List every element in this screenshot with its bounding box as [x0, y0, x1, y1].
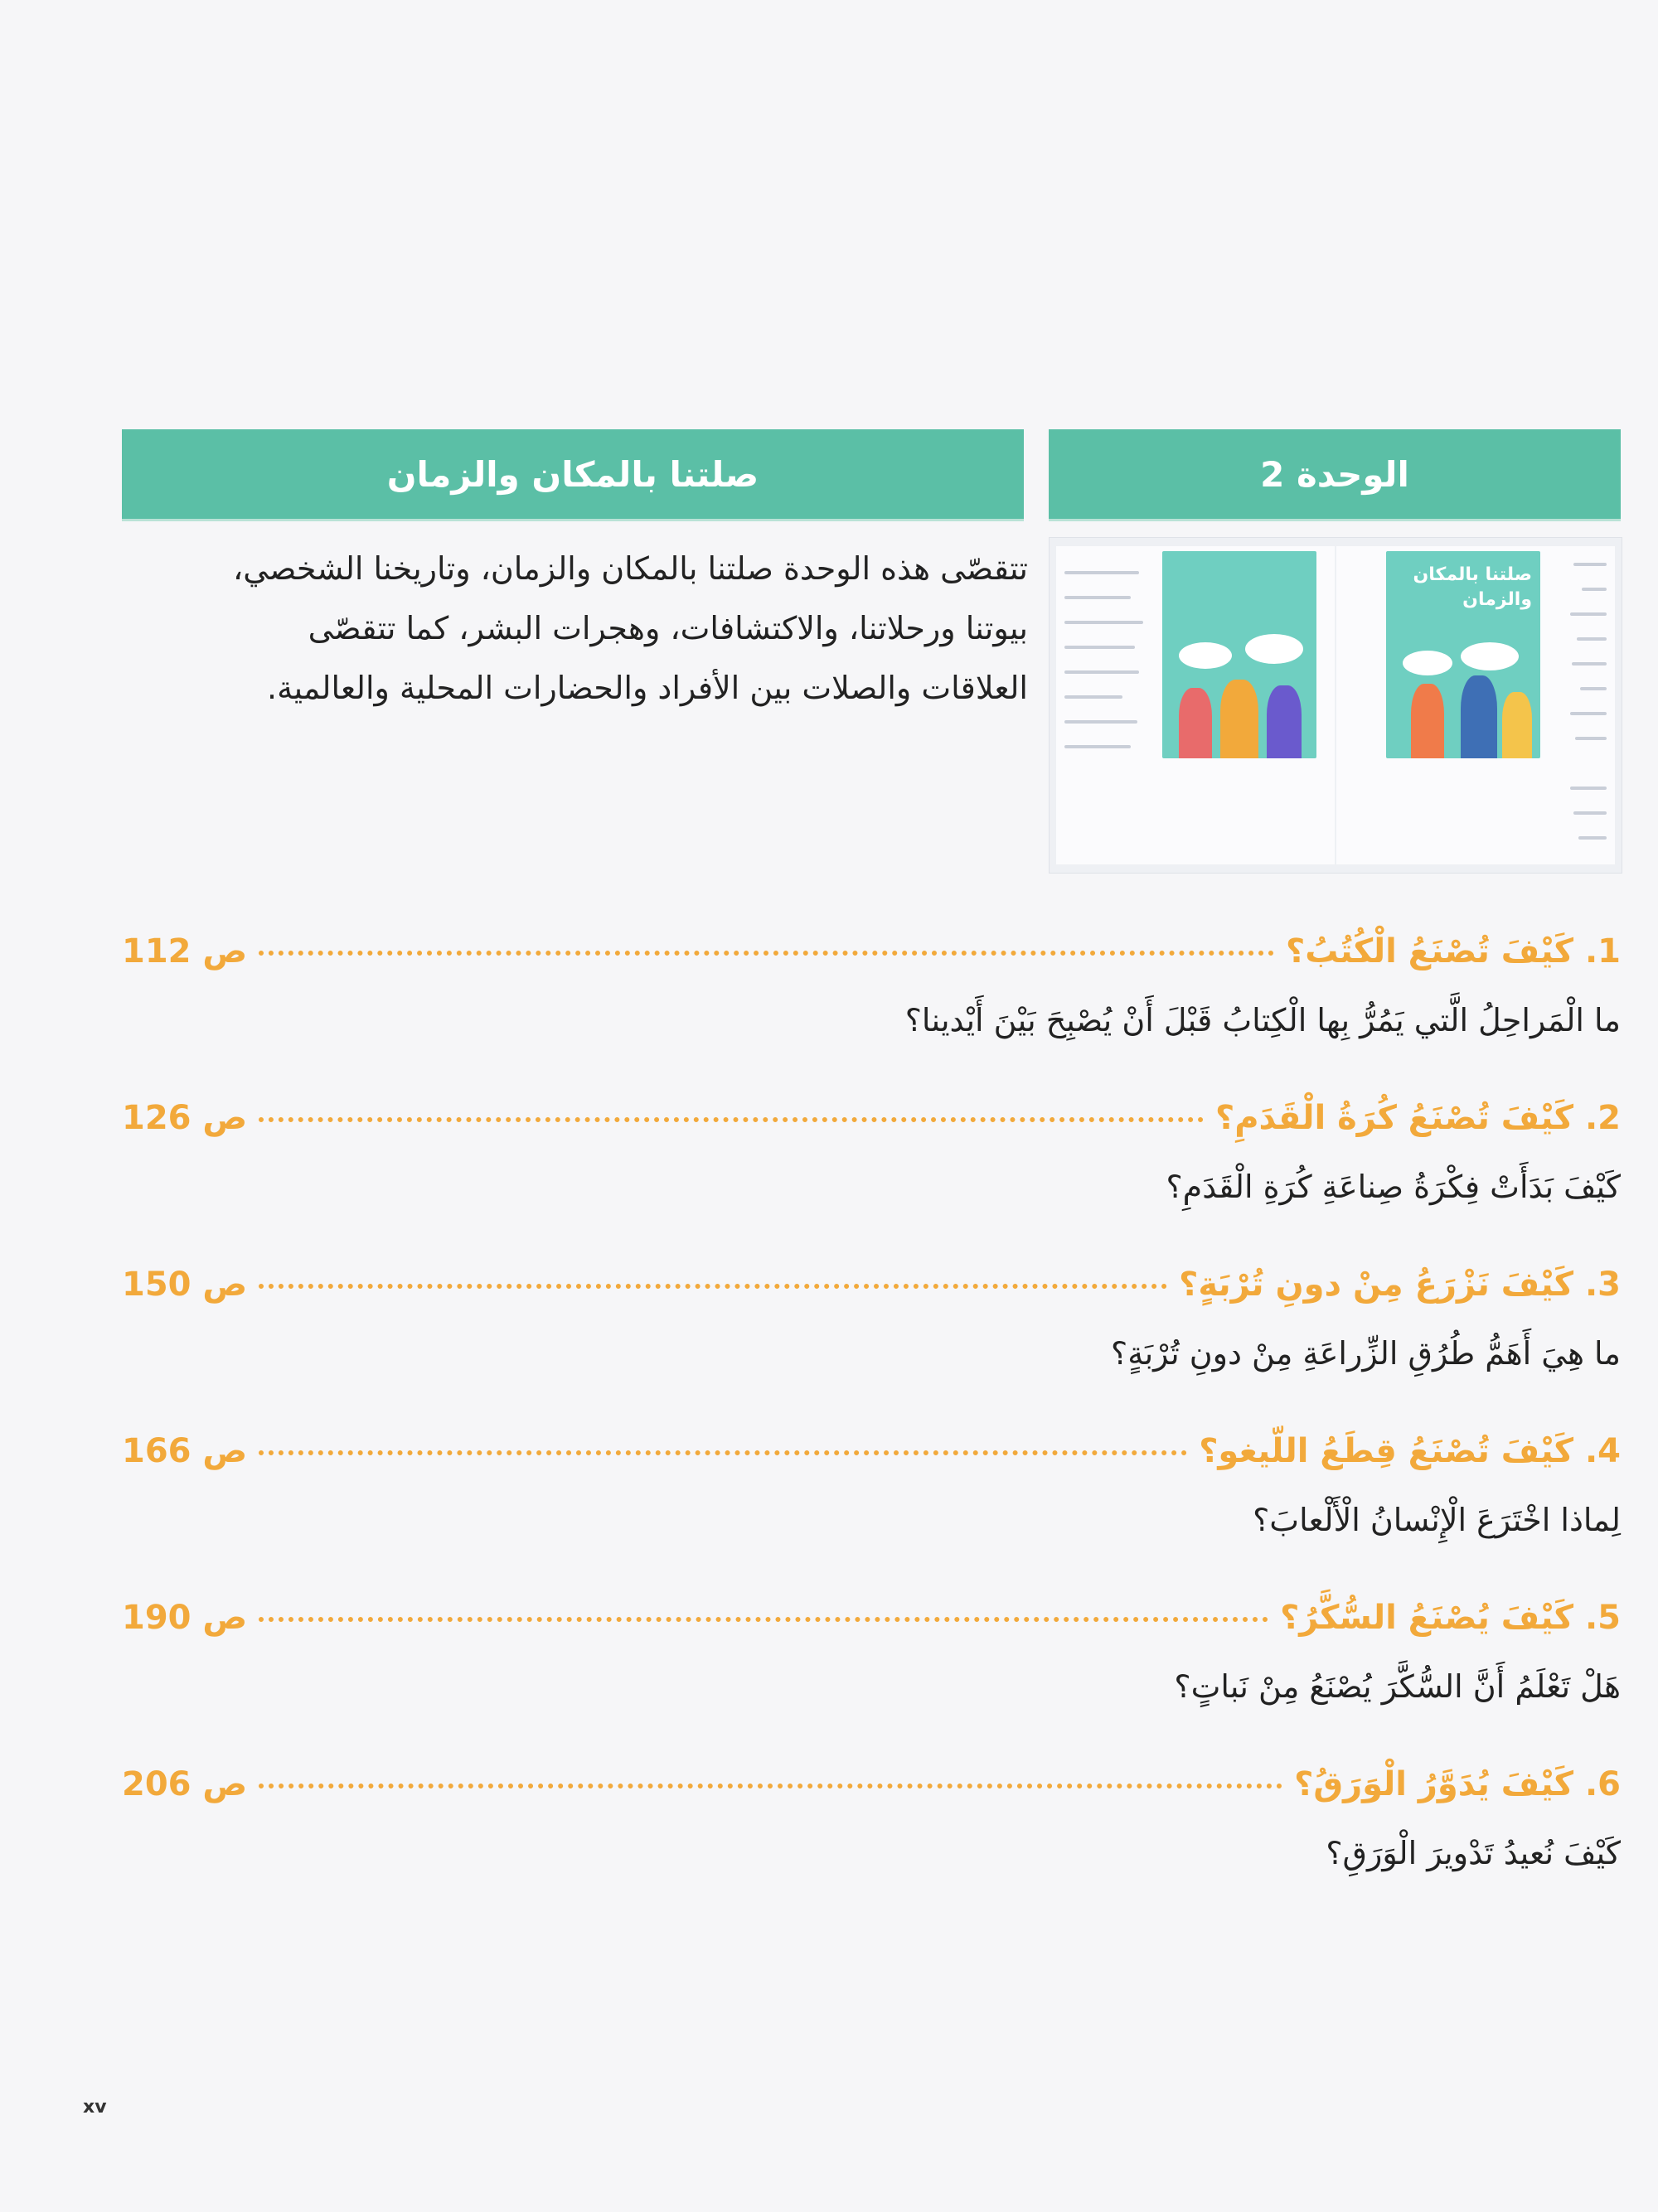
thumbnail-right-page: [1336, 546, 1615, 864]
unit-label: الوحدة 2: [1260, 453, 1409, 495]
book-page-illustration: [1162, 551, 1316, 758]
toc-title: 1. كَيْفَ تُصْنَعُ الْكُتُبُ؟: [1286, 932, 1621, 970]
toc-page: ص 112: [122, 932, 248, 970]
toc-page: ص 150: [122, 1266, 248, 1304]
book-cover-image: [1386, 551, 1540, 758]
toc-entry: [122, 1599, 1621, 1705]
toc-title: 6. كَيْفَ يُدَوَّرُ الْوَرَقُ؟: [1294, 1765, 1621, 1803]
toc-question: ما الْمَراحِلُ الَّتي يَمُرُّ بِها الْكِتابُ قَبْلَ أَنْ يُصْبِحَ بَيْنَ أَيْدينا؟: [904, 1002, 1621, 1038]
toc-entry: [122, 1432, 1621, 1538]
thumbnail-left-page: [1056, 546, 1335, 864]
toc-title: 2. كَيْفَ تُصْنَعُ كُرَةُ الْقَدَمِ؟: [1215, 1099, 1621, 1137]
page-number: xv: [83, 2097, 107, 2118]
toc-entry: [122, 1266, 1621, 1372]
toc-question: هَلْ تَعْلَمُ أَنَّ السُّكَّرَ يُصْنَعُ مِنْ نَباتٍ؟: [1174, 1668, 1621, 1705]
unit-title: صلتنا بالمكان والزمان: [386, 453, 759, 495]
toc-page: ص 206: [122, 1765, 248, 1803]
toc-question: ما هِيَ أَهَمُّ طُرُقِ الزِّراعَةِ مِنْ دونِ تُرْبَةٍ؟: [1111, 1335, 1621, 1372]
toc-question: لِماذا اخْتَرَعَ الْإِنْسانُ الْأَلْعابَ؟: [1253, 1502, 1621, 1538]
toc-page: ص 126: [122, 1099, 248, 1137]
unit-title-band: [122, 429, 1024, 519]
unit-intro-text: تتقصّى هذه الوحدة صلتنا بالمكان والزمان، وتاريخنا الشخصي، بيوتنا ورحلاتنا، والاكتشافات، وهجرات البشر، كما تتقصّى العلاقات والصلات بين الأفراد والحضارات المحلية والعالمية.: [233, 550, 1028, 706]
toc-entry: [122, 1099, 1621, 1205]
toc-title: 3. كَيْفَ نَزْرَعُ مِنْ دونِ تُرْبَةٍ؟: [1179, 1266, 1621, 1304]
toc-entry: [122, 1765, 1621, 1871]
dot-leader: [259, 1450, 1187, 1455]
unit-label-band: [1049, 429, 1621, 519]
dot-leader: [259, 1284, 1167, 1289]
cover-title: صلتنا بالمكان والزمان: [1413, 564, 1532, 610]
dot-leader: [259, 1117, 1204, 1122]
toc-question: كَيْفَ نُعيدُ تَدْويرَ الْوَرَقِ؟: [1326, 1835, 1621, 1871]
toc-question: كَيْفَ بَدَأَتْ فِكْرَةُ صِناعَةِ كُرَةِ الْقَدَمِ؟: [1166, 1169, 1621, 1205]
toc-page: ص 190: [122, 1599, 248, 1637]
toc-page: ص 166: [122, 1432, 248, 1470]
dot-leader: [259, 1784, 1282, 1788]
book-spread-thumbnail: [1049, 537, 1622, 874]
dot-leader: [259, 951, 1274, 956]
dot-leader: [259, 1617, 1268, 1622]
toc-title: 4. كَيْفَ تُصْنَعُ قِطَعُ اللّيغو؟: [1199, 1432, 1621, 1470]
toc-entry: [122, 932, 1621, 1038]
toc-title: 5. كَيْفَ يُصْنَعُ السُّكَّرُ؟: [1280, 1599, 1621, 1637]
